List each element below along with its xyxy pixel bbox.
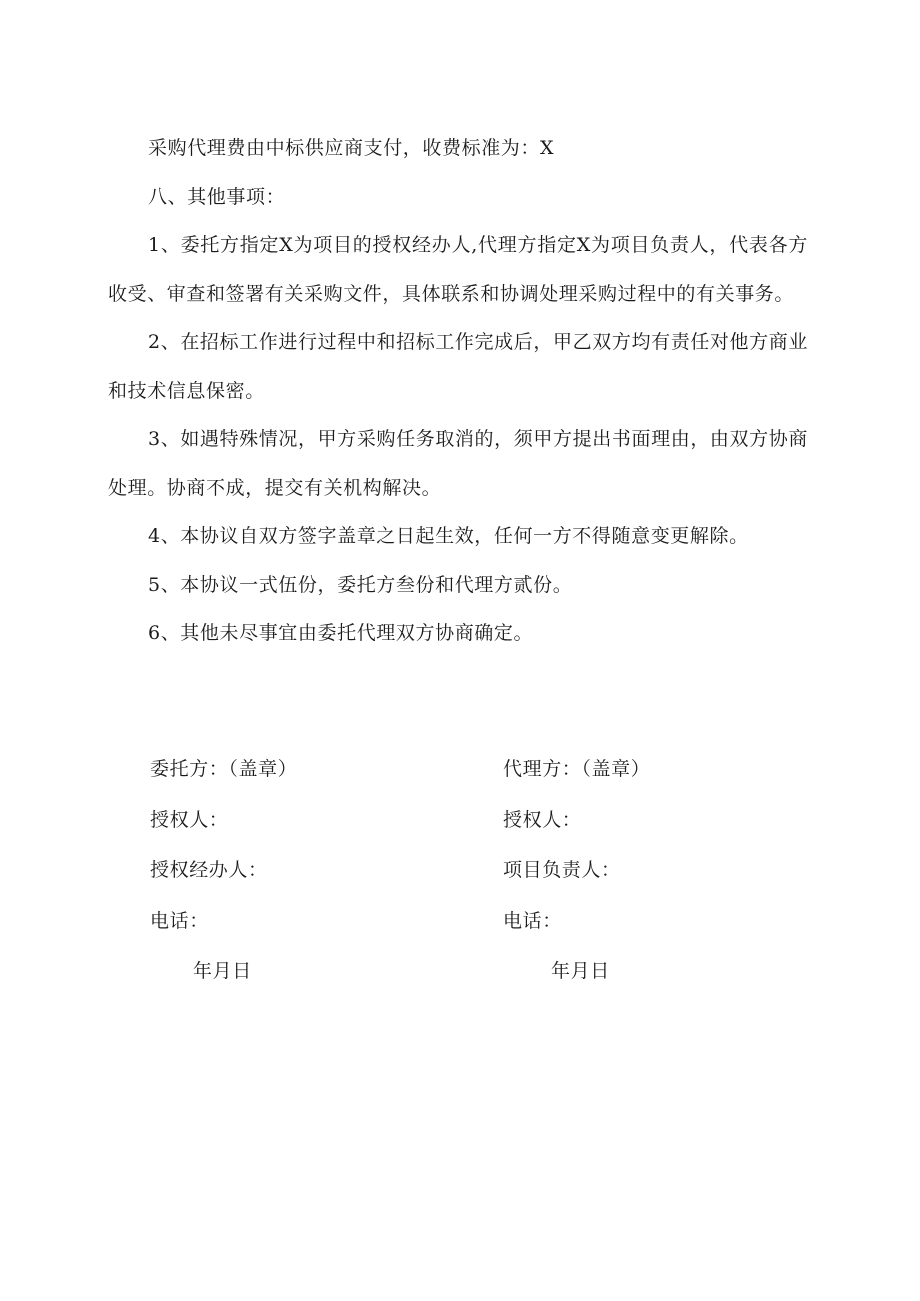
fee-clause: 采购代理费由中标供应商支付，收费标准为：X [148,137,555,159]
client-signature-column [150,744,297,997]
agreement-terms [108,124,808,658]
agent-party-seal: 代理方：（盖章） [503,758,651,780]
agent-date: 年月日 [551,960,610,982]
client-date: 年月日 [193,960,252,982]
agent-phone: 电话： [503,909,562,932]
clause-2-confidentiality: 2、在招标工作进行过程中和招标工作完成后，甲乙双方均有责任对他方商业和技术信息保密。 [108,331,808,402]
clause-5-copies: 5、本协议一式伍份，委托方叁份和代理方贰份。 [148,573,573,596]
clause-1-designated-persons: 1、委托方指定X为项目的授权经办人,代理方指定X为项目负责人，代表各方收受、审查和签署有关采购文件，具体联系和协调处理采购过程中的有关事务。 [108,234,808,305]
clause-6-other-matters: 6、其他未尽事宜由委托代理双方协商确定。 [148,622,534,644]
agent-authorized-person: 授权人： [503,808,582,831]
client-party-seal: 委托方：（盖章） [150,758,298,780]
agent-project-lead: 项目负责人： [503,859,621,881]
client-authorized-person: 授权人： [150,808,229,831]
clause-3-cancellation: 3、如遇特殊情况，甲方采购任务取消的，须甲方提出书面理由，由双方协商处理。协商不成，提交有关机构解决。 [108,428,808,499]
clause-4-effective-date: 4、本协议自双方签字盖章之日起生效，任何一方不得随意变更解除。 [148,525,749,547]
agent-signature-column [503,744,650,997]
client-phone: 电话： [150,909,209,932]
section-heading-other-matters: 八、其他事项： [148,185,286,208]
client-handler: 授权经办人： [150,859,268,881]
